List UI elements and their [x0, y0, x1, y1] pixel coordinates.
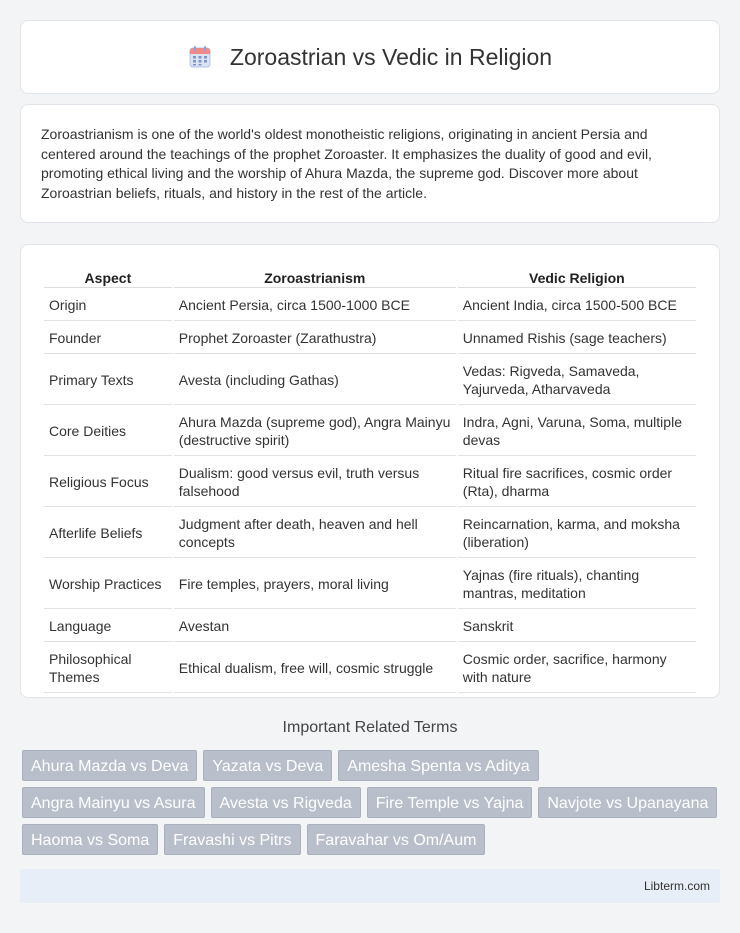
page-title: Zoroastrian vs Vedic in Religion [229, 43, 553, 70]
cell-aspect: Core Deities [44, 407, 172, 456]
cell-zoroastrianism: Fire temples, prayers, moral living [174, 560, 456, 609]
table-row [44, 290, 696, 321]
header-card [20, 20, 720, 94]
cell-vedic: Sanskrit [458, 611, 696, 642]
cell-zoroastrianism: Avestan [174, 611, 456, 642]
cell-aspect: Afterlife Beliefs [44, 509, 172, 558]
cell-vedic: Ancient India, circa 1500-500 BCE [458, 290, 696, 321]
cell-aspect: Language [44, 611, 172, 642]
related-term-tag[interactable]: Ahura Mazda vs Deva [22, 750, 197, 781]
table-row [44, 323, 696, 354]
cell-zoroastrianism: Ancient Persia, circa 1500-1000 BCE [174, 290, 456, 321]
related-term-tag[interactable]: Fravashi vs Pitrs [164, 824, 300, 855]
cell-aspect: Philosophical Themes [44, 644, 172, 693]
cell-vedic: Ritual fire sacrifices, cosmic order (Rta), dharma [458, 458, 696, 507]
cell-aspect: Religious Focus [44, 458, 172, 507]
cell-vedic: Indra, Agni, Varuna, Soma, multiple devas [458, 407, 696, 456]
related-terms-list [22, 750, 722, 855]
cell-vedic: Unnamed Rishis (sage teachers) [458, 323, 696, 354]
related-term-tag[interactable]: Haoma vs Soma [22, 824, 158, 855]
related-term-tag[interactable]: Yazata vs Deva [203, 750, 332, 781]
related-term-tag[interactable]: Angra Mainyu vs Asura [22, 787, 205, 818]
header-vedic: Vedic Religion [458, 267, 696, 288]
related-terms-title: Important Related Terms [282, 719, 458, 736]
cell-vedic: Vedas: Rigveda, Samaveda, Yajurveda, Atharvaveda [458, 356, 696, 405]
header-zoroastrianism: Zoroastrianism [174, 267, 456, 288]
table-row [44, 407, 696, 456]
table-row [44, 509, 696, 558]
calendar-icon [188, 45, 212, 69]
cell-vedic: Reincarnation, karma, and moksha (liberation) [458, 509, 696, 558]
cell-aspect: Primary Texts [44, 356, 172, 405]
related-term-tag[interactable]: Faravahar vs Om/Aum [307, 824, 486, 855]
related-term-tag[interactable]: Amesha Spenta vs Aditya [338, 750, 538, 781]
table-row [44, 356, 696, 405]
table-header-row [44, 267, 696, 288]
cell-zoroastrianism: Ahura Mazda (supreme god), Angra Mainyu (destructive spirit) [174, 407, 456, 456]
comparison-table [42, 265, 698, 695]
cell-vedic: Yajnas (fire rituals), chanting mantras, meditation [458, 560, 696, 609]
cell-zoroastrianism: Avesta (including Gathas) [174, 356, 456, 405]
title-wrap [188, 44, 552, 71]
cell-aspect: Worship Practices [44, 560, 172, 609]
cell-zoroastrianism: Judgment after death, heaven and hell concepts [174, 509, 456, 558]
table-row [44, 611, 696, 642]
table-row [44, 560, 696, 609]
related-term-tag[interactable]: Navjote vs Upanayana [538, 787, 717, 818]
footer [20, 869, 720, 903]
cell-aspect: Origin [44, 290, 172, 321]
related-term-tag[interactable]: Fire Temple vs Yajna [367, 787, 533, 818]
table-row [44, 458, 696, 507]
cell-aspect: Founder [44, 323, 172, 354]
cell-zoroastrianism: Dualism: good versus evil, truth versus falsehood [174, 458, 456, 507]
header-aspect: Aspect [44, 267, 172, 288]
footer-site-link[interactable]: Libterm.com [643, 879, 710, 893]
cell-zoroastrianism: Ethical dualism, free will, cosmic struggle [174, 644, 456, 693]
comparison-table-card [20, 244, 720, 698]
intro-card [20, 104, 720, 223]
cell-vedic: Cosmic order, sacrifice, harmony with nature [458, 644, 696, 693]
table-row [44, 644, 696, 693]
related-term-tag[interactable]: Avesta vs Rigveda [211, 787, 361, 818]
cell-zoroastrianism: Prophet Zoroaster (Zarathustra) [174, 323, 456, 354]
intro-text: Zoroastrianism is one of the world's oldest monotheistic religions, originating in ancient Persia and centered around the teachings of the prophet Zoroaster. It emphasizes the duality of good and evil, promoting ethical living and the worship of Ahura Mazda, the supreme god. Discover more about Zoroastrian beliefs, rituals, and history in the rest of the article. [41, 126, 652, 201]
